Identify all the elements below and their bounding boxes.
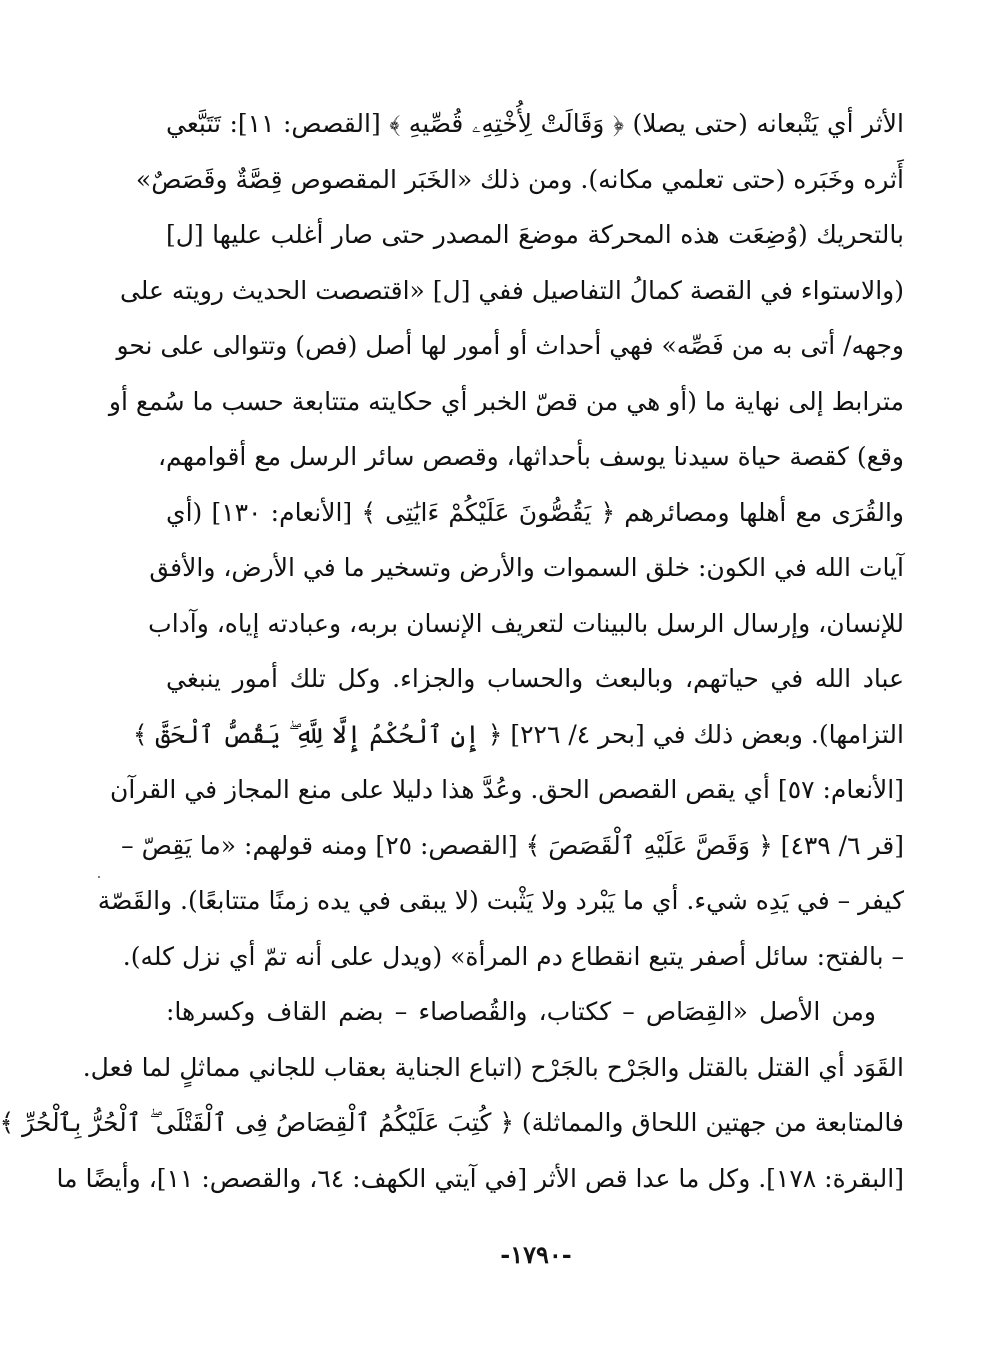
text-line: الأثر أي يَتْبعانه (حتى يصلا) ﴿ وَقَالَتْ لِأُخْتِهِۦ قُصِّيهِ ﴾ [القصص: ١١]: تَتَبَّعي bbox=[166, 109, 904, 138]
page-body bbox=[0, 96, 905, 1206]
text-line: – بالفتح: سائل أصفر يتبع انقطاع دم المرأة» (ويدل على أنه تمّ أي نزل كله). bbox=[122, 941, 904, 971]
text-line: التزامها). وبعض ذلك في [بحر ٤/ ٢٢٦] ﴿ إِنِ ٱلْحُكْمُ إِلَّا لِلَّهِ ۖ يَقُصُّ ٱلْحَقَّ ﴾ bbox=[132, 719, 904, 749]
text-line: (والاستواء في القصة كمالُ التفاصيل ففي [ل] «اقتصصت الحديث رويته على bbox=[119, 275, 904, 305]
text-line: [قر ٦/ ٤٣٩] ﴿ وَقَصَّ عَلَيْهِ ٱلْقَصَصَ ﴾ [القصص: ٢٥] ومنه قولهم: «ما يَقِصّ – bbox=[121, 830, 904, 860]
margin-speck bbox=[98, 876, 100, 878]
text-line: للإنسان، وإرسال الرسل بالبينات لتعريف الإنسان بربه، وعبادته إياه، وآداب bbox=[148, 608, 904, 638]
text-line: أَثره وخَبَره (حتى تعلمي مكانه). ومن ذلك «الخَبَر المقصوص قِصَّةٌ وقَصَصٌ» bbox=[135, 164, 904, 194]
text-line: والقُرَى مع أهلها ومصائرهم ﴿ يَقُصُّونَ عَلَيْكُمْ ءَايَٰتِى ﴾ [الأنعام: ١٣٠] (أي bbox=[166, 497, 905, 527]
text-line: عباد الله في حياتهم، وبالبعث والحساب والجزاء. وكل تلك أمور ينبغي bbox=[166, 664, 904, 693]
text-line: آيات الله في الكون: خلق السموات والأرض وتسخير ما في الأرض، والأفق bbox=[149, 553, 904, 582]
text-line: [الأنعام: ٥٧] أي يقص القصص الحق. وعُدَّ هذا دليلا على منع المجاز في القرآن bbox=[110, 775, 904, 804]
text-line: [البقرة: ١٧٨]. وكل ما عدا قص الأثر [في آيتي الكهف: ٦٤، والقصص: ١١]، وأيضًا ما bbox=[56, 1163, 904, 1193]
text-line: بالتحريك (وُضِعَت هذه المحركة موضعَ المصدر حتى صار أغلب عليها [ل] bbox=[166, 220, 904, 249]
text-line: وقع) كقصة حياة سيدنا يوسف بأحداثها، وقصص سائر الرسل مع أقوامهم، bbox=[157, 442, 904, 471]
text-line: وجهه/ أتى به من فَصِّه» فهي أحداث أو أمور لها أصل (فص) وتتوالى على نحو bbox=[116, 331, 904, 360]
text-line: القَوَد أي القتل بالقتل والجَرْح بالجَرْح (اتباع الجناية بعقاب للجاني مماثلٍ لما فعل. bbox=[82, 1052, 904, 1082]
text-line: مترابط إلى نهاية ما (أو هي من قصّ الخبر أي حكايته متتابعة حسب ما سُمع أو bbox=[108, 386, 904, 416]
text-line: كيفر – في يَدِه شيء. أي ما يَبْرد ولا يَثْبت (لا يبقى في يده زمنًا متتابعًا). والقَصّة bbox=[97, 886, 904, 915]
page-number: -١٧٩٠- bbox=[500, 1240, 572, 1269]
text-line: ومن الأصل «القِصَاص – ككتاب، والقُصاصاء – بضم القاف وكسرها: bbox=[166, 997, 876, 1026]
text-line: فالمتابعة من جهتين اللحاق والمماثلة) ﴿ كُتِبَ عَلَيْكُمُ ٱلْقِصَاصُ فِى ٱلْقَتْلَى ۖ ٱلْحُرُّ بِٱلْحُرِّ ﴾ bbox=[0, 1108, 904, 1137]
